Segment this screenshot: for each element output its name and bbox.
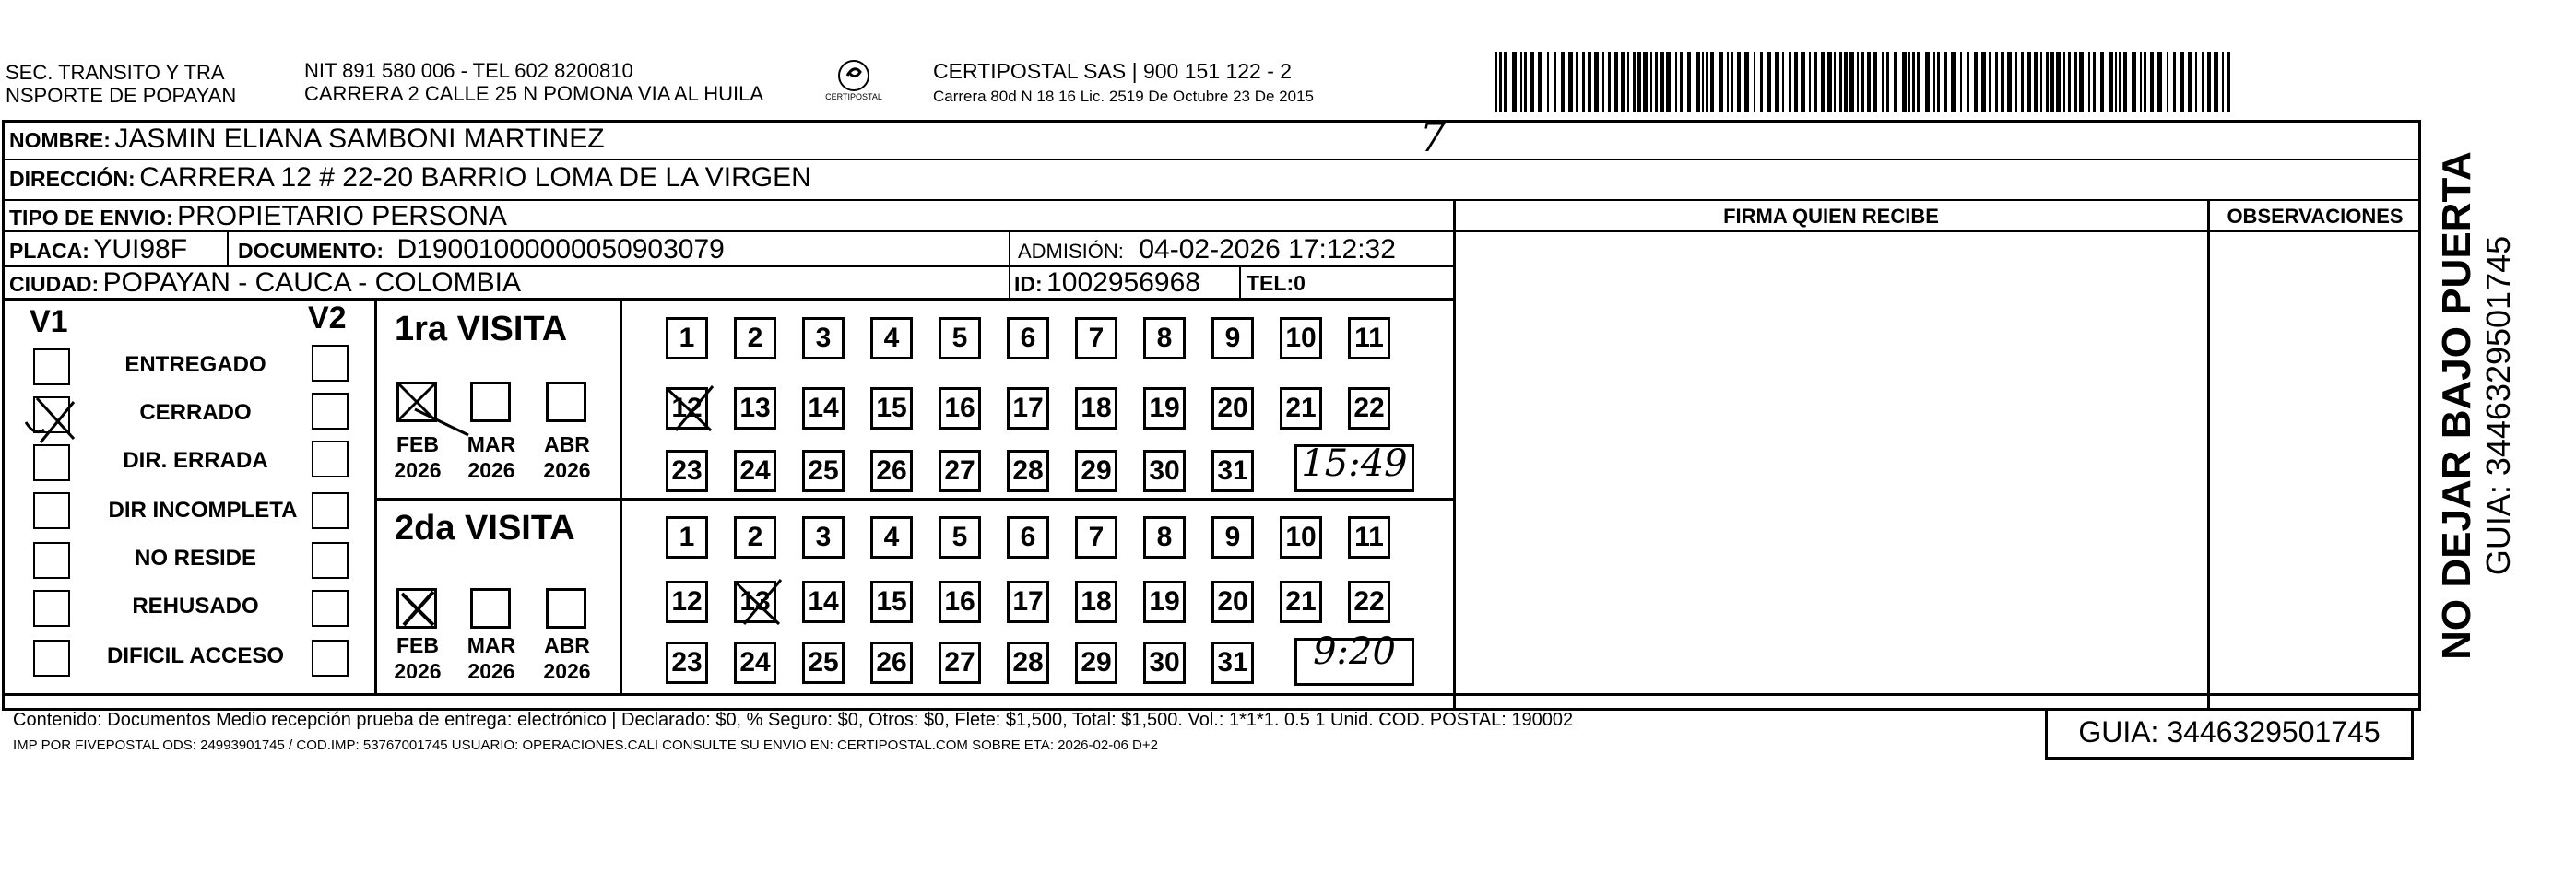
barcode-bar xyxy=(1981,52,1986,112)
barcode-bar xyxy=(1666,52,1671,112)
visit2-day[interactable]: 11 xyxy=(1348,516,1390,559)
visit2-month-abr: ABR 2026 xyxy=(543,633,591,683)
barcode-bar xyxy=(2195,52,2197,112)
visit1-day[interactable]: 7 xyxy=(1075,317,1117,359)
barcode-bar xyxy=(1861,52,1864,112)
visit1-month-feb: FEB 2026 xyxy=(394,432,442,482)
barcode-bar xyxy=(2132,52,2136,112)
visit2-day[interactable]: 5 xyxy=(939,516,981,559)
visit1-day[interactable]: 18 xyxy=(1075,387,1117,430)
barcode-bar xyxy=(1520,52,1522,112)
direccion-value: CARRERA 12 # 22-20 BARRIO LOMA DE LA VIRGEN xyxy=(139,162,811,193)
barcode-bar xyxy=(2157,52,2162,112)
v2-label: V2 xyxy=(308,301,347,336)
barcode-bar xyxy=(1809,52,1811,112)
tipo-label: TIPO DE ENVIO: xyxy=(9,206,173,230)
visit1-day[interactable]: 2 xyxy=(734,317,776,359)
barcode-bar xyxy=(1675,52,1677,112)
v2-check-entregado[interactable] xyxy=(312,345,349,382)
visit1-day[interactable]: 25 xyxy=(802,450,845,492)
barcode-bar xyxy=(1789,52,1791,112)
barcode-bar xyxy=(2167,52,2168,112)
crossed-day-mark xyxy=(663,383,718,438)
visit2-day[interactable]: 29 xyxy=(1075,642,1117,684)
barcode-bar xyxy=(1633,52,1636,112)
v2-check-dir-errada[interactable] xyxy=(312,441,349,477)
status-no-reside: NO RESIDE xyxy=(134,546,257,571)
barcode-bar xyxy=(1643,52,1648,112)
visit2-day[interactable]: 16 xyxy=(939,581,981,623)
visit1-day[interactable]: 29 xyxy=(1075,450,1117,492)
tipo-field xyxy=(9,201,507,232)
barcode-bar xyxy=(2068,52,2071,112)
barcode-bar xyxy=(1821,52,1825,112)
visit1-day[interactable]: 31 xyxy=(1211,450,1254,492)
ciudad-field xyxy=(9,267,521,299)
certipostal-logo xyxy=(817,55,891,112)
handwritten-mark: 7 xyxy=(1420,114,1446,161)
barcode-bar xyxy=(1744,52,1749,112)
crossed-day-mark xyxy=(731,576,786,631)
barcode-bar xyxy=(2202,52,2204,112)
visit2-day[interactable]: 7 xyxy=(1075,516,1117,559)
contenido-text: Contenido: Documentos Medio recepción prueba de entrega: electrónico | Declarado: $0, % Seguro: $0, Otros: $0, Flete: $1,500, Total: $1,500. Vol.: 1*1*1. 0.5 1 Unid. COD. POSTAL: 190002 xyxy=(13,710,1574,730)
visit1-day[interactable]: 24 xyxy=(734,450,776,492)
visit2-month-feb: FEB 2026 xyxy=(394,633,442,683)
status-entregado: ENTREGADO xyxy=(124,352,266,377)
barcode-bar xyxy=(2074,52,2077,112)
visit2-day[interactable]: 25 xyxy=(802,642,845,684)
visit1-feb-mark xyxy=(396,382,470,437)
barcode-bar xyxy=(1908,52,1910,112)
visit1-day[interactable]: 3 xyxy=(802,317,845,359)
barcode-bar xyxy=(1719,52,1723,112)
barcode-bar xyxy=(2079,52,2084,112)
barcode-bar xyxy=(1687,52,1691,112)
documento-label: DOCUMENTO: xyxy=(238,239,384,263)
barcode-bar xyxy=(2027,52,2031,112)
barcode-bar xyxy=(1967,52,1969,112)
barcode-bar xyxy=(2021,52,2024,112)
barcode-bar xyxy=(1504,52,1507,112)
id-label: ID: xyxy=(1014,272,1043,296)
v2-check-dificil-acceso[interactable] xyxy=(312,640,349,677)
visit1-month-abr: ABR 2026 xyxy=(543,432,591,482)
visit2-month-mar: MAR 2026 xyxy=(467,633,516,683)
barcode-bar xyxy=(2140,52,2142,112)
visit1-day[interactable]: 30 xyxy=(1143,450,1186,492)
barcode-bar xyxy=(1882,52,1884,112)
barcode-bar xyxy=(2214,52,2218,112)
visit2-day[interactable]: 26 xyxy=(870,642,913,684)
barcode-bar xyxy=(2040,52,2042,112)
obs-left-border xyxy=(2207,201,2210,711)
visit2-day[interactable]: 12 xyxy=(666,581,708,623)
visit1-day[interactable]: 12 xyxy=(666,387,708,430)
id-field xyxy=(1014,267,1200,299)
barcode-bar xyxy=(1873,52,1877,112)
barcode-bar xyxy=(2115,52,2117,112)
admision-label: ADMISIÓN: xyxy=(1018,240,1124,263)
barcode-bar xyxy=(1650,52,1652,112)
visit2-day[interactable]: 31 xyxy=(1211,642,1254,684)
visit1-day[interactable]: 28 xyxy=(1007,450,1049,492)
barcode-bar xyxy=(2093,52,2096,112)
v2-check-dir-incompleta[interactable] xyxy=(312,492,349,529)
visit1-month-mar-check[interactable] xyxy=(470,382,511,422)
nombre-label: NOMBRE: xyxy=(9,128,111,152)
barcode-bar xyxy=(1760,52,1763,112)
visit1-day[interactable]: 8 xyxy=(1143,317,1186,359)
barcode-bar xyxy=(2007,52,2012,112)
visit2-month-mar-check[interactable] xyxy=(470,588,511,629)
visit1-day[interactable]: 5 xyxy=(939,317,981,359)
placa-value: YUI98F xyxy=(93,234,188,265)
barcode-bar xyxy=(1568,52,1573,112)
barcode-bar xyxy=(2015,52,2017,112)
visit1-day[interactable]: 1 xyxy=(666,317,708,359)
visit1-title: 1ra VISITA xyxy=(395,310,568,348)
barcode-bar xyxy=(1937,52,1940,112)
barcode-bar xyxy=(1627,52,1629,112)
barcode-bar xyxy=(1933,52,1935,112)
barcode-bar xyxy=(1902,52,1907,112)
visit2-day[interactable]: 28 xyxy=(1007,642,1049,684)
visit1-day[interactable]: 13 xyxy=(734,387,776,430)
barcode-bar xyxy=(1582,52,1585,112)
barcode-bar xyxy=(2222,52,2224,112)
barcode-bar xyxy=(2227,52,2230,112)
barcode-bar xyxy=(1995,52,1998,112)
barcode-bar xyxy=(1727,52,1729,112)
barcode-bar xyxy=(1775,52,1779,112)
visit1-time: 15:49 xyxy=(1301,442,1408,485)
visit1-day[interactable]: 10 xyxy=(1280,317,1322,359)
visit1-month-mar: MAR 2026 xyxy=(467,432,516,482)
no-dejar-bajo-puerta: NO DEJAR BAJO PUERTA xyxy=(2434,151,2479,660)
visit2-day[interactable]: 20 xyxy=(1211,581,1254,623)
company-address: Carrera 80d N 18 16 Lic. 2519 De Octubre 23 De 2015 xyxy=(933,88,1314,105)
visit1-day[interactable]: 26 xyxy=(870,450,913,492)
barcode-bar xyxy=(2034,52,2038,112)
visit2-day[interactable]: 9 xyxy=(1211,516,1254,559)
tel-value: 0 xyxy=(1294,271,1306,295)
barcode-bar xyxy=(2056,52,2061,112)
visit2-day[interactable]: 19 xyxy=(1143,581,1186,623)
visit1-day[interactable]: 6 xyxy=(1007,317,1049,359)
documento-field xyxy=(238,234,725,265)
barcode-bar xyxy=(2063,52,2065,112)
visit1-day[interactable]: 27 xyxy=(939,450,981,492)
barcode-bar xyxy=(1917,52,1920,112)
visit2-day[interactable]: 24 xyxy=(734,642,776,684)
barcode-bar xyxy=(2150,52,2154,112)
visit2-day[interactable]: 6 xyxy=(1007,516,1049,559)
logo-caption: CERTIPOSTAL xyxy=(825,92,882,101)
barcode-bar xyxy=(1594,52,1599,112)
id-tel-divider xyxy=(1239,267,1241,301)
barcode-bar xyxy=(2088,52,2090,112)
company-info xyxy=(933,59,1314,106)
barcode-bar xyxy=(1554,52,1556,112)
status-dir-incompleta: DIR INCOMPLETA xyxy=(108,498,298,523)
visit2-day[interactable]: 23 xyxy=(666,642,708,684)
visit1-day[interactable]: 19 xyxy=(1143,387,1186,430)
visit1-day[interactable]: 22 xyxy=(1348,387,1390,430)
v2-check-no-reside[interactable] xyxy=(312,542,349,579)
visit1-day[interactable]: 14 xyxy=(802,387,845,430)
barcode-bar xyxy=(1614,52,1618,112)
visit2-title: 2da VISITA xyxy=(395,509,575,548)
visit2-day[interactable]: 18 xyxy=(1075,581,1117,623)
barcode-bar xyxy=(1944,52,1947,112)
barcode-bar xyxy=(1608,52,1611,112)
placa-doc-divider xyxy=(227,232,229,267)
side-guia: GUIA: 3446329501745 xyxy=(2479,235,2517,576)
sender-name: SEC. TRANSITO Y TRA NSPORTE DE POPAYAN xyxy=(6,61,237,107)
visit2-time: 9:20 xyxy=(1313,631,1396,673)
barcode-bar xyxy=(1588,52,1591,112)
visit2-day[interactable]: 17 xyxy=(1007,581,1049,623)
visit2-day[interactable]: 30 xyxy=(1143,642,1186,684)
barcode-bar xyxy=(2207,52,2211,112)
barcode-bar xyxy=(1844,52,1848,112)
barcode-bar xyxy=(2100,52,2104,112)
barcode-bar xyxy=(2119,52,2121,112)
barcode-bar xyxy=(1857,52,1859,112)
nombre-value: JASMIN ELIANA SAMBONI MARTINEZ xyxy=(114,124,605,154)
barcode-bar xyxy=(1894,52,1897,112)
direccion-label: DIRECCIÓN: xyxy=(9,167,136,191)
firma-header: FIRMA QUIEN RECIBE xyxy=(1723,205,1939,228)
barcode-bar xyxy=(2001,52,2004,112)
sender-contact: NIT 891 580 006 - TEL 602 8200810 CARRERA 2 CALLE 25 N POMONA VIA AL HUILA xyxy=(304,59,764,105)
visit1-day[interactable]: 20 xyxy=(1211,387,1254,430)
barcode-bar xyxy=(1561,52,1565,112)
barcode-bar xyxy=(2109,52,2113,112)
barcode-bar xyxy=(1621,52,1625,112)
barcode-bar xyxy=(1512,52,1517,112)
direccion-field xyxy=(9,162,811,194)
id-value: 1002956968 xyxy=(1046,267,1200,298)
tel-label: TEL: xyxy=(1247,271,1294,295)
ciudad-label: CIUDAD: xyxy=(9,272,100,296)
barcode-bar xyxy=(1576,52,1578,112)
ciudad-value: POPAYAN - CAUCA - COLOMBIA xyxy=(102,267,521,298)
placa-field xyxy=(9,234,187,265)
barcode-bar xyxy=(1737,52,1741,112)
visit2-day[interactable]: 1 xyxy=(666,516,708,559)
guia-box-text: GUIA: 3446329501745 xyxy=(2078,715,2381,748)
visit2-feb-mark xyxy=(396,588,439,631)
barcode-bar xyxy=(1754,52,1755,112)
barcode-bar xyxy=(1794,52,1798,112)
barcode-bar xyxy=(1849,52,1854,112)
barcode-bar xyxy=(2144,52,2146,112)
visit1-day[interactable]: 21 xyxy=(1280,387,1322,430)
visit2-day[interactable]: 2 xyxy=(734,516,776,559)
visit2-day[interactable]: 13 xyxy=(734,581,776,623)
barcode-bar xyxy=(2180,52,2184,112)
tel-field xyxy=(1247,271,1306,296)
barcode-bar xyxy=(1495,52,1497,112)
barcode-bar xyxy=(1989,52,1991,112)
barcode-bar xyxy=(1538,52,1542,112)
side-text xyxy=(2434,138,2517,673)
v2-check-cerrado[interactable] xyxy=(312,393,349,430)
status-rehusado: REHUSADO xyxy=(132,594,259,619)
visit2-day[interactable]: 27 xyxy=(939,642,981,684)
barcode-bar xyxy=(1867,52,1871,112)
status-dificil-acceso: DIFICIL ACCESO xyxy=(106,643,284,668)
visit2-day[interactable]: 21 xyxy=(1280,581,1322,623)
company-line: CERTIPOSTAL SAS | 900 151 122 - 2 xyxy=(933,59,1293,83)
visit1-day[interactable]: 4 xyxy=(870,317,913,359)
visit1-month-abr-check[interactable] xyxy=(546,382,586,422)
visit2-day[interactable]: 22 xyxy=(1348,581,1390,623)
visit2-day[interactable]: 10 xyxy=(1280,516,1322,559)
barcode-bar xyxy=(2123,52,2127,112)
barcode-bar xyxy=(1660,52,1664,112)
barcode-bar xyxy=(1782,52,1784,112)
barcode-bar xyxy=(1731,52,1733,112)
visit2-day[interactable]: 15 xyxy=(870,581,913,623)
visit2-month-abr-check[interactable] xyxy=(546,588,586,629)
footer-top-border xyxy=(2,693,2421,696)
barcode-bar xyxy=(1960,52,1962,112)
barcode-bar xyxy=(1886,52,1889,112)
barcode-bar xyxy=(1547,52,1549,112)
barcode-bar xyxy=(1834,52,1836,112)
barcode-bar xyxy=(1655,52,1658,112)
barcode xyxy=(1494,52,2237,117)
visit-divider xyxy=(374,498,1455,501)
barcode-bar xyxy=(2188,52,2192,112)
barcode-bar xyxy=(1951,52,1956,112)
visit2-day[interactable]: 4 xyxy=(870,516,913,559)
observaciones-header: OBSERVACIONES xyxy=(2227,205,2404,228)
barcode-bar xyxy=(1637,52,1641,112)
status-dir-errada: DIR. ERRADA xyxy=(123,448,268,473)
barcode-bar xyxy=(1602,52,1604,112)
v1-label: V1 xyxy=(30,304,68,339)
barcode-bar xyxy=(1974,52,1978,112)
barcode-bar xyxy=(1530,52,1534,112)
barcode-bar xyxy=(1710,52,1714,112)
status-cerrado: CERRADO xyxy=(139,400,252,425)
nombre-field xyxy=(9,124,605,155)
visit2-day[interactable]: 3 xyxy=(802,516,845,559)
admision-value: 04-02-2026 17:12:32 xyxy=(1139,234,1396,265)
documento-value: D19001000000050903079 xyxy=(396,234,725,265)
imp-text: IMP POR FIVEPOSTAL ODS: 24993901745 / COD.IMP: 53767001745 USUARIO: OPERACIONES.CALI CONSULTE SU ENVIO EN: CERTIPOSTAL.COM SOBRE ETA: 2026-02-06 D+2 xyxy=(13,737,1158,753)
visit1-day[interactable]: 16 xyxy=(939,387,981,430)
barcode-bar xyxy=(1839,52,1842,112)
v2-check-rehusado[interactable] xyxy=(312,590,349,627)
barcode-bar xyxy=(1827,52,1832,112)
barcode-bar xyxy=(1814,52,1817,112)
barcode-bar xyxy=(1767,52,1771,112)
barcode-bar xyxy=(2046,52,2049,112)
barcode-bar xyxy=(1524,52,1527,112)
barcode-bar xyxy=(1925,52,1930,112)
placa-label: PLACA: xyxy=(9,239,89,263)
visit1-day[interactable]: 23 xyxy=(666,450,708,492)
barcode-bar xyxy=(2050,52,2054,112)
barcode-bar xyxy=(1912,52,1915,112)
barcode-bar xyxy=(1801,52,1805,112)
barcode-bar xyxy=(1696,52,1700,112)
admision-field xyxy=(1018,234,1396,265)
tipo-value: PROPIETARIO PERSONA xyxy=(177,201,507,231)
visit2-day[interactable]: 8 xyxy=(1143,516,1186,559)
barcode-bar xyxy=(2173,52,2176,112)
barcode-bar xyxy=(1706,52,1708,112)
barcode-bar xyxy=(1702,52,1704,112)
visit2-day[interactable]: 14 xyxy=(802,581,845,623)
barcode-bar xyxy=(1499,52,1502,112)
visit1-day[interactable]: 11 xyxy=(1348,317,1390,359)
barcode-bar xyxy=(1680,52,1683,112)
visit1-day[interactable]: 9 xyxy=(1211,317,1254,359)
visit1-day[interactable]: 15 xyxy=(870,387,913,430)
visit1-day[interactable]: 17 xyxy=(1007,387,1049,430)
